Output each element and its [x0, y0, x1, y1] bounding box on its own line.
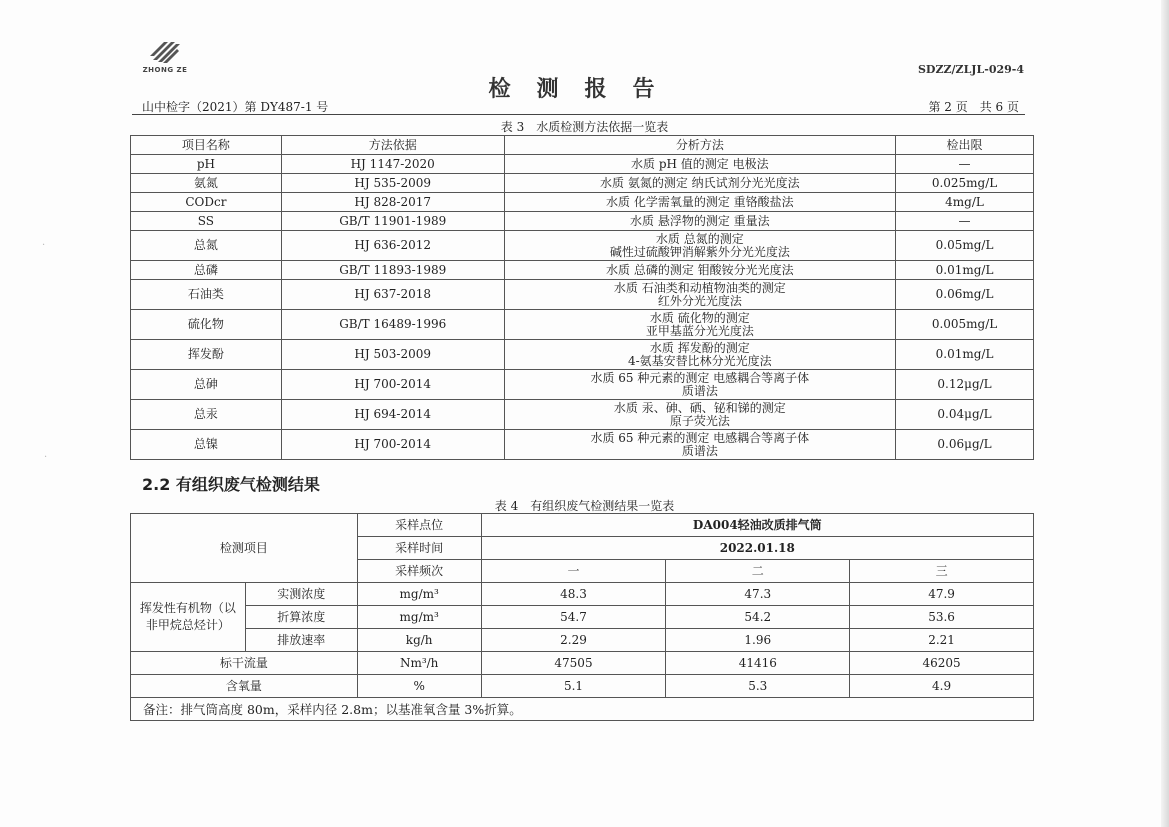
unit-cell: mg/m³	[357, 583, 481, 606]
logo-text: ZHONG ZE	[142, 66, 188, 74]
freq-cell: 三	[850, 560, 1034, 583]
param-cell: 标干流量	[131, 652, 358, 675]
param-cell: 含氧量	[131, 675, 358, 698]
method-line: 原子荧光法	[669, 413, 730, 428]
water-method-table	[130, 135, 1034, 460]
table-row	[131, 400, 1034, 430]
value-cell: 54.7	[481, 606, 666, 629]
method-line: 水质 pH 值的测定 电极法	[631, 156, 769, 171]
table-row	[131, 174, 1034, 193]
method-cell	[504, 430, 895, 460]
method-cell	[504, 174, 895, 193]
time-label-cell: 采样时间	[357, 537, 481, 560]
margin-speck: ·	[42, 240, 46, 251]
value-cell: 41416	[666, 652, 850, 675]
standard-cell: HJ 694-2014	[281, 400, 504, 430]
table-row	[131, 261, 1034, 280]
unit-cell: Nm³/h	[357, 652, 481, 675]
method-line: 4-氨基安替比林分光光度法	[627, 353, 772, 368]
value-cell: 48.3	[481, 583, 666, 606]
method-cell	[504, 193, 895, 212]
limit-cell: 0.01mg/L	[896, 340, 1034, 370]
method-cell	[504, 400, 895, 430]
method-line: 水质 化学需氧量的测定 重铬酸盐法	[606, 194, 794, 209]
method-line: 水质 总磷的测定 钼酸铵分光光度法	[606, 262, 794, 277]
value-cell: 1.96	[666, 629, 850, 652]
value-cell: 46205	[850, 652, 1034, 675]
method-line: 水质 石油类和动植物油类的测定	[613, 280, 786, 295]
method-cell	[504, 212, 895, 231]
header-cell: 检出限	[896, 136, 1034, 155]
point-value-cell: DA004轻油改质排气筒	[481, 514, 1033, 537]
margin-speck: ·	[44, 452, 48, 463]
limit-cell: 0.12μg/L	[896, 370, 1034, 400]
value-cell: 53.6	[850, 606, 1034, 629]
header-cell: 方法依据	[281, 136, 504, 155]
method-line: 水质 总氮的测定	[655, 231, 744, 246]
company-logo	[140, 40, 190, 74]
limit-cell: 0.005mg/L	[896, 310, 1034, 340]
param-cell: 折算浓度	[245, 606, 357, 629]
method-cell	[504, 310, 895, 340]
header-cell: 分析方法	[504, 136, 895, 155]
method-line: 亚甲基蓝分光光度法	[645, 323, 754, 338]
method-cell	[504, 261, 895, 280]
method-line: 水质 汞、砷、硒、铋和锑的测定	[613, 400, 786, 415]
standard-cell: HJ 700-2014	[281, 430, 504, 460]
table-row	[131, 370, 1034, 400]
table-row	[131, 310, 1034, 340]
method-cell	[504, 231, 895, 261]
report-number: 山中检字（2021）第 DY487-1 号	[142, 100, 329, 114]
table-row	[131, 606, 1034, 629]
item-label-cell: 检测项目	[131, 514, 358, 583]
method-cell	[504, 370, 895, 400]
voc-group-cell: 挥发性有机物（以非甲烷总烃计）	[131, 583, 246, 652]
standard-cell: HJ 828-2017	[281, 193, 504, 212]
header-rule	[132, 114, 1025, 115]
method-line: 水质 氨氮的测定 纳氏试剂分光光度法	[600, 175, 800, 190]
page-title: 检测报告	[488, 76, 681, 102]
item-name-cell: CODcr	[131, 193, 282, 212]
method-cell	[504, 155, 895, 174]
standard-cell: GB/T 11901-1989	[281, 212, 504, 231]
value-cell: 5.3	[666, 675, 850, 698]
item-name-cell: pH	[131, 155, 282, 174]
table-row	[131, 280, 1034, 310]
limit-cell: 4mg/L	[896, 193, 1034, 212]
table-row	[131, 430, 1034, 460]
method-line: 质谱法	[681, 383, 718, 398]
method-cell	[504, 340, 895, 370]
table-header-row	[131, 136, 1034, 155]
limit-cell: 0.025mg/L	[896, 174, 1034, 193]
standard-cell: HJ 637-2018	[281, 280, 504, 310]
logo-stripes-icon	[149, 40, 181, 64]
item-name-cell: 氨氮	[131, 174, 282, 193]
header-cell: 项目名称	[131, 136, 282, 155]
limit-cell: 0.04μg/L	[896, 400, 1034, 430]
standard-cell: GB/T 16489-1996	[281, 310, 504, 340]
table-row	[131, 583, 1034, 606]
standard-cell: HJ 503-2009	[281, 340, 504, 370]
item-name-cell: 石油类	[131, 280, 282, 310]
table-row	[131, 514, 1034, 537]
table-row	[131, 340, 1034, 370]
unit-cell: kg/h	[357, 629, 481, 652]
limit-cell: 0.05mg/L	[896, 231, 1034, 261]
value-cell: 47505	[481, 652, 666, 675]
time-value-cell: 2022.01.18	[481, 537, 1033, 560]
method-line: 水质 65 种元素的测定 电感耦合等离子体	[590, 430, 810, 445]
table-row	[131, 652, 1034, 675]
table4-caption: 表 4 有组织废气检测结果一览表	[494, 499, 675, 513]
remark-cell: 备注：排气筒高度 80m，采样内径 2.8m；以基准氧含量 3%折算。	[131, 698, 1034, 721]
value-cell: 54.2	[666, 606, 850, 629]
method-cell	[504, 280, 895, 310]
value-cell: 2.21	[850, 629, 1034, 652]
freq-cell: 二	[666, 560, 850, 583]
point-label-cell: 采样点位	[357, 514, 481, 537]
table-row	[131, 193, 1034, 212]
item-name-cell: 总镍	[131, 430, 282, 460]
method-line: 质谱法	[681, 443, 718, 458]
standard-cell: HJ 535-2009	[281, 174, 504, 193]
freq-cell: 一	[481, 560, 666, 583]
standard-cell: HJ 1147-2020	[281, 155, 504, 174]
limit-cell: —	[896, 155, 1034, 174]
standard-cell: HJ 636-2012	[281, 231, 504, 261]
table-row	[131, 155, 1034, 174]
value-cell: 5.1	[481, 675, 666, 698]
value-cell: 4.9	[850, 675, 1034, 698]
page-number: 第 2 页 共 6 页	[928, 100, 1019, 114]
table-row	[131, 212, 1034, 231]
unit-cell: %	[357, 675, 481, 698]
standard-cell: GB/T 11893-1989	[281, 261, 504, 280]
value-cell: 47.3	[666, 583, 850, 606]
table-row	[131, 675, 1034, 698]
freq-label-cell: 采样频次	[357, 560, 481, 583]
method-line: 水质 悬浮物的测定 重量法	[630, 213, 770, 228]
value-cell: 47.9	[850, 583, 1034, 606]
method-line: 水质 挥发酚的测定	[649, 340, 750, 355]
table-row	[131, 698, 1034, 721]
limit-cell: 0.01mg/L	[896, 261, 1034, 280]
unit-cell: mg/m³	[357, 606, 481, 629]
limit-cell: 0.06μg/L	[896, 430, 1034, 460]
item-name-cell: 总磷	[131, 261, 282, 280]
limit-cell: 0.06mg/L	[896, 280, 1034, 310]
method-line: 碱性过硫酸钾消解紫外分光光度法	[609, 244, 790, 259]
method-line: 水质 65 种元素的测定 电感耦合等离子体	[590, 370, 810, 385]
item-name-cell: 硫化物	[131, 310, 282, 340]
param-cell: 实测浓度	[245, 583, 357, 606]
table3-caption: 表 3 水质检测方法依据一览表	[500, 120, 669, 134]
item-name-cell: 总砷	[131, 370, 282, 400]
table-row	[131, 231, 1034, 261]
item-name-cell: 总氮	[131, 231, 282, 261]
value-cell: 2.29	[481, 629, 666, 652]
standard-cell: HJ 700-2014	[281, 370, 504, 400]
item-name-cell: 总汞	[131, 400, 282, 430]
section-heading: 2.2 有组织废气检测结果	[142, 475, 320, 494]
item-name-cell: 挥发酚	[131, 340, 282, 370]
param-cell: 排放速率	[245, 629, 357, 652]
item-name-cell: SS	[131, 212, 282, 231]
exhaust-gas-table	[130, 513, 1034, 721]
method-line: 红外分光光度法	[657, 293, 742, 308]
limit-cell: —	[896, 212, 1034, 231]
method-line: 水质 硫化物的测定	[649, 310, 750, 325]
document-code: SDZZ/ZLJL-029-4	[917, 63, 1024, 76]
table-row	[131, 629, 1034, 652]
